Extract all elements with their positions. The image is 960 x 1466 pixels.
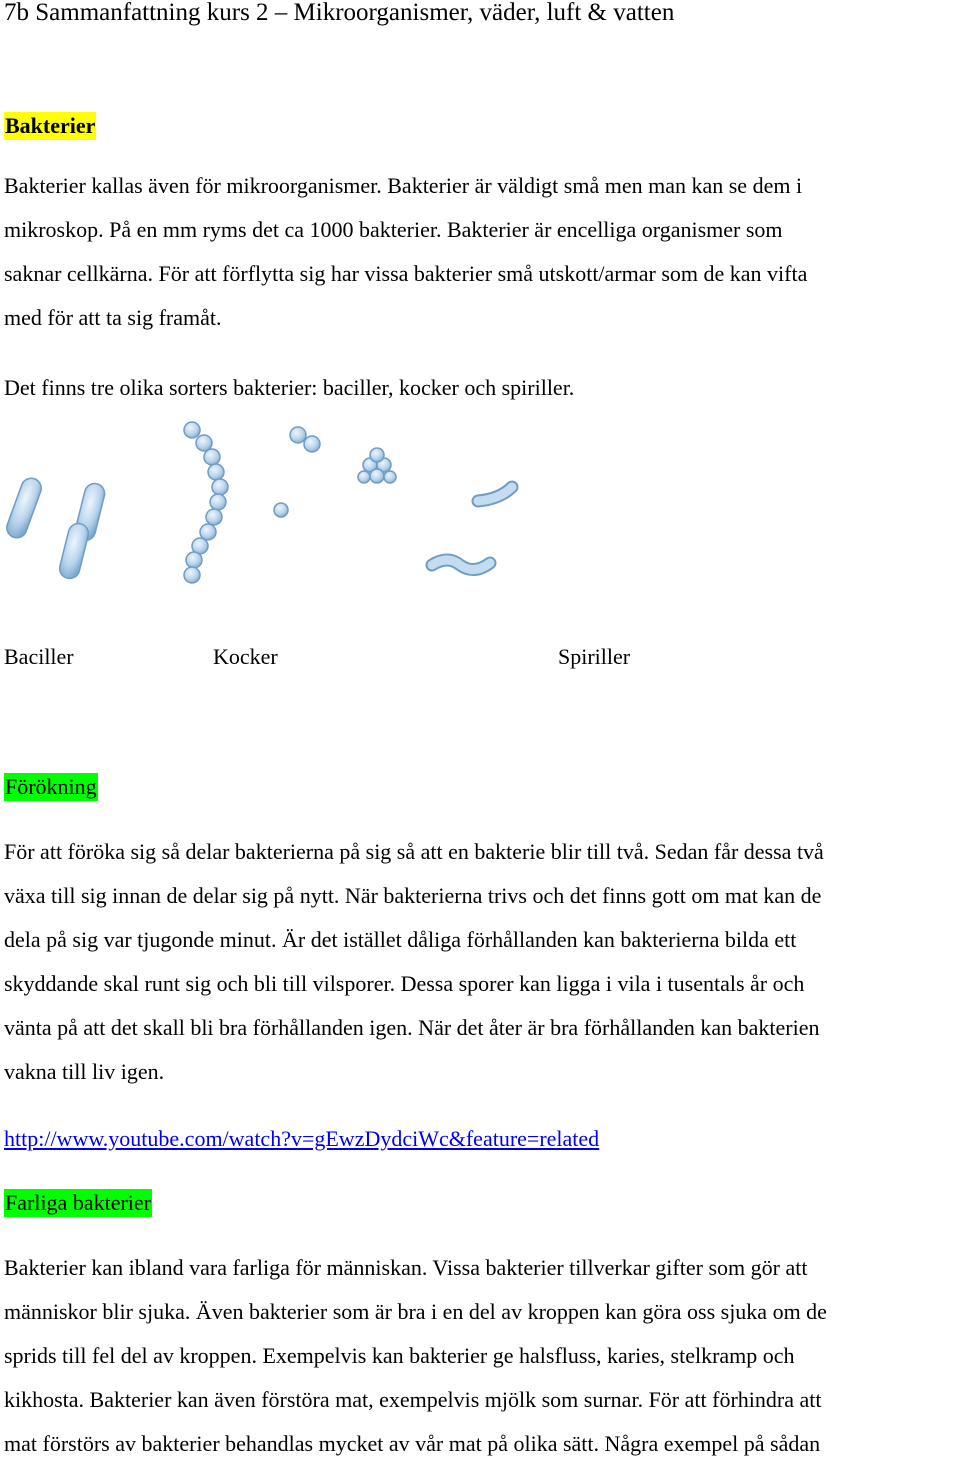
paragraph-farliga-bakterier [4,1246,958,1466]
text-line: saknar cellkärna. För att förflytta sig har vissa bakterier små utskott/armar som de kan vifta [4,261,808,286]
heading-bakterier: Bakterier [5,113,96,138]
label-spiriller: Spiriller [558,644,631,669]
paragraph-bakterie-typer [4,366,958,410]
text-line: Bakterier kan ibland vara farliga för människan. Vissa bakterier tillverkar gifter som gör att [4,1255,808,1280]
bacilli-illustration [4,475,107,580]
spirilla-illustration [432,487,512,570]
paragraph-bakterier-intro [4,164,958,340]
text-line: växa till sig innan de delar sig på nytt. När bakterierna trivs och det finns gott om mat kan de [4,883,822,908]
document-title: 7b Sammanfattning kurs 2 – Mikroorganismer, väder, luft & vatten [4,0,675,26]
text-line: människor blir sjuka. Även bakterier som är bra i en del av kroppen kan göra oss sjuka om de [4,1299,827,1324]
text-line: kikhosta. Bakterier kan även förstöra mat, exempelvis mjölk som surnar. För att förhindra att [4,1387,822,1412]
label-kocker: Kocker [213,644,278,669]
heading-farliga-bakterier: Farliga bakterier [5,1190,151,1215]
text-line: vakna till liv igen. [4,1059,165,1084]
heading-forokning: Förökning [5,774,97,799]
cocci-illustration [184,422,396,583]
text-line: Bakterier kallas även för mikroorganismer. Bakterier är väldigt små men man kan se dem i [4,173,803,198]
text-line: dela på sig var tjugonde minut. Är det istället dåliga förhållanden kan bakterierna bilda ett [4,927,797,952]
youtube-link[interactable]: http://www.youtube.com/watch?v=gEwzDydciWc&feature=related [4,1126,600,1151]
bacteria-illustration [0,415,540,590]
text-line: med för att ta sig framåt. [4,305,222,330]
paragraph-forokning [4,830,958,1094]
text-line: mikroskop. På en mm ryms det ca 1000 bakterier. Bakterier är encelliga organismer som [4,217,783,242]
text-line: skyddande skal runt sig och bli till vilsporer. Dessa sporer kan ligga i vila i tusentals år och [4,971,805,996]
text-line: mat förstörs av bakterier behandlas mycket av vår mat på olika sätt. Några exempel på sådan [4,1431,821,1456]
label-baciller: Baciller [4,644,74,669]
text-line: sprids till fel del av kroppen. Exempelvis kan bakterier ge halsfluss, karies, stelkramp och [4,1343,795,1368]
text-line: Det finns tre olika sorters bakterier: baciller, kocker och spiriller. [4,375,575,400]
text-line: vänta på att det skall bli bra förhållanden igen. När det åter är bra förhållanden kan bakterien [4,1015,820,1040]
text-line: För att föröka sig så delar bakterierna på sig så att en bakterie blir till två. Sedan får dessa två [4,839,824,864]
